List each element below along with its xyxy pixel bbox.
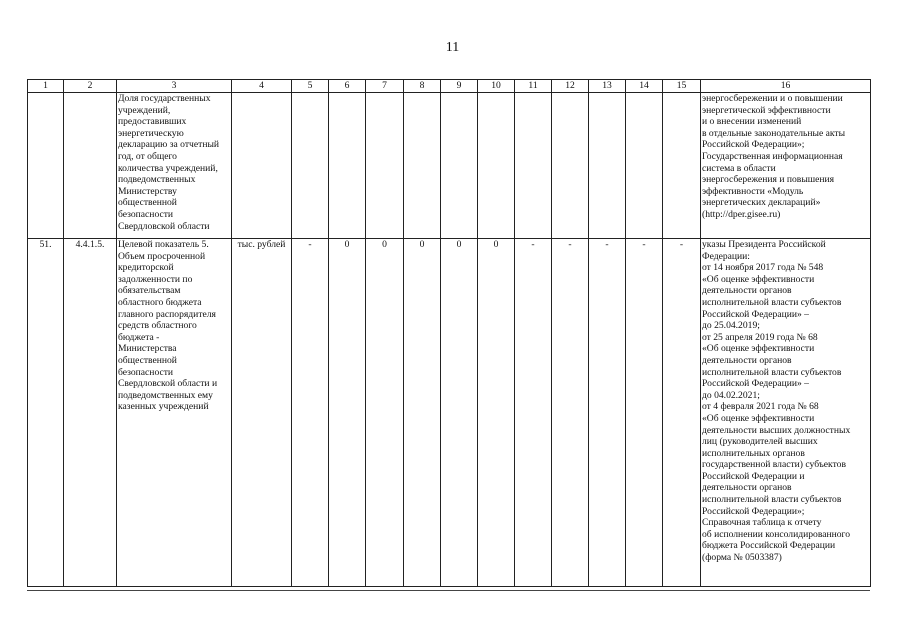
column-header-7: 7 bbox=[366, 80, 404, 93]
column-header-2: 2 bbox=[64, 80, 117, 93]
column-header-13: 13 bbox=[589, 80, 626, 93]
unit bbox=[232, 93, 292, 239]
value-13 bbox=[589, 93, 626, 239]
column-header-3: 3 bbox=[117, 80, 232, 93]
column-header-8: 8 bbox=[404, 80, 441, 93]
row-number: 51. bbox=[28, 239, 64, 587]
page-number: 11 bbox=[445, 40, 460, 55]
value-15: - bbox=[663, 239, 701, 587]
value-10 bbox=[478, 93, 515, 239]
value-11: - bbox=[515, 239, 552, 587]
column-header-10: 10 bbox=[478, 80, 515, 93]
column-header-6: 6 bbox=[329, 80, 366, 93]
column-header-4: 4 bbox=[232, 80, 292, 93]
value-9: 0 bbox=[441, 239, 478, 587]
value-10: 0 bbox=[478, 239, 515, 587]
value-9 bbox=[441, 93, 478, 239]
value-7: 0 bbox=[366, 239, 404, 587]
column-header-15: 15 bbox=[663, 80, 701, 93]
column-header-1: 1 bbox=[28, 80, 64, 93]
column-header-9: 9 bbox=[441, 80, 478, 93]
value-11 bbox=[515, 93, 552, 239]
row-code bbox=[64, 93, 117, 239]
value-14 bbox=[626, 93, 663, 239]
column-header-14: 14 bbox=[626, 80, 663, 93]
row-code: 4.4.1.5. bbox=[64, 239, 117, 587]
column-header-11: 11 bbox=[515, 80, 552, 93]
value-8 bbox=[404, 93, 441, 239]
row-number bbox=[28, 93, 64, 239]
value-5 bbox=[292, 93, 329, 239]
value-15 bbox=[663, 93, 701, 239]
column-header-16: 16 bbox=[701, 80, 871, 93]
value-6 bbox=[329, 93, 366, 239]
bottom-rule bbox=[27, 590, 870, 591]
indicator-table bbox=[27, 79, 871, 587]
indicator-name: Доля государственных учреждений, предоставивших энергетическую декларацию за отчетный год, от общего количества учреждений, подведомственных Министерству общественной безопасности Свердловской области bbox=[117, 93, 232, 239]
column-header-5: 5 bbox=[292, 80, 329, 93]
table-row bbox=[28, 239, 871, 587]
value-14: - bbox=[626, 239, 663, 587]
value-12 bbox=[552, 93, 589, 239]
value-8: 0 bbox=[404, 239, 441, 587]
column-header-12: 12 bbox=[552, 80, 589, 93]
value-13: - bbox=[589, 239, 626, 587]
column-number-row bbox=[28, 80, 871, 93]
value-7 bbox=[366, 93, 404, 239]
source-text: энергосбережении и о повышении энергетической эффективности и о внесении изменений в отдельные законодательные акты Российской Федерации»; Государственная информационная система в области энергосбережения и повышения эффективности «Модуль энергетических деклараций» (http://dper.gisee.ru) bbox=[701, 93, 871, 239]
value-6: 0 bbox=[329, 239, 366, 587]
value-12: - bbox=[552, 239, 589, 587]
source-text: указы Президента Российской Федерации: от 14 ноября 2017 года № 548 «Об оценке эффективности деятельности органов исполнительной власти субъектов Российской Федерации» – до 25.04.2019; от 25 апреля 2019 года № 68 «Об оценке эффективности деятельности органов исполнительной власти субъектов Российской Федерации» – до 04.02.2021; от 4 февраля 2021 года № 68 «Об оценке эффективности деятельности высших должностных лиц (руководителей высших исполнительных органов государственной власти) субъектов Российской Федерации и деятельности органов исполнительной власти субъектов Российской Федерации»; Справочная таблица к отчету об исполнении консолидированного бюджета Российской Федерации (форма № 0503387) bbox=[701, 239, 871, 587]
table-row bbox=[28, 93, 871, 239]
unit: тыс. рублей bbox=[232, 239, 292, 587]
indicator-name: Целевой показатель 5. Объем просроченной кредиторской задолженности по обязательствам областного бюджета главного распорядителя средств областного бюджета - Министерства общественной безопасности Свердловской области и подведомственных ему казенных учреждений bbox=[117, 239, 232, 587]
value-5: - bbox=[292, 239, 329, 587]
